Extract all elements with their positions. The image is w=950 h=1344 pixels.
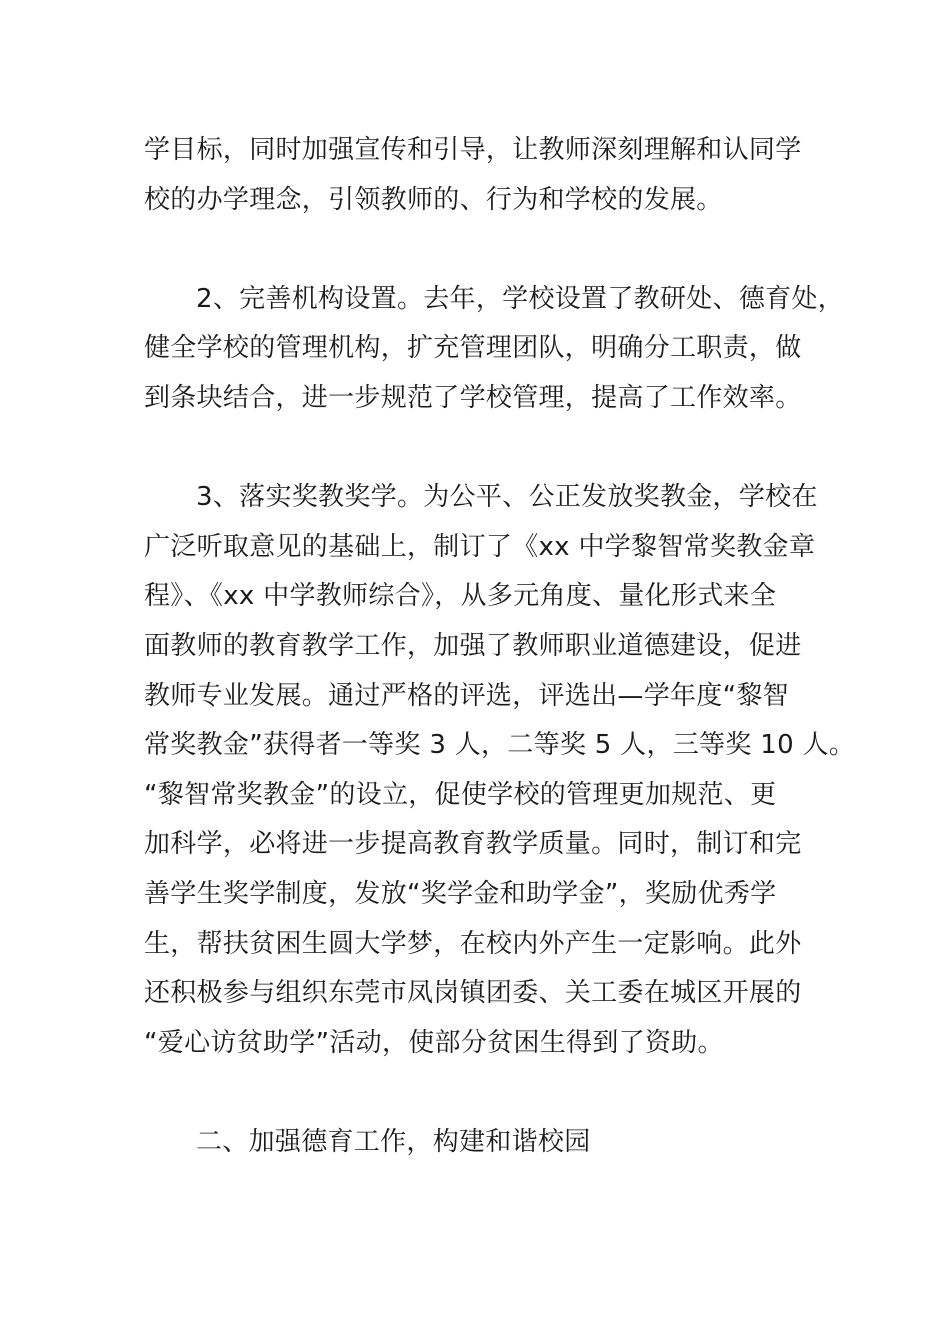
text-line: 面教师的教育教学工作，加强了教师职业道德建设，促进: [144, 630, 802, 661]
text-line: 教师专业发展。通过严格的评选，评选出—学年度“黎智: [144, 680, 789, 711]
text-line: 生，帮扶贫困生圆大学梦，在校内外产生一定影响。此外: [144, 928, 802, 959]
text-line: 到条块结合，进一步规范了学校管理，提高了工作效率。: [144, 382, 802, 413]
text-line: 2、完善机构设置。去年，学校设置了教研处、德育处，: [196, 283, 845, 314]
text-line: 校的办学理念，引领教师的、行为和学校的发展。: [144, 184, 723, 215]
text-line: “爱心访贫助学”活动，使部分贫困生得到了资助。: [144, 1027, 724, 1058]
paragraph-item-3: [144, 473, 856, 1068]
text-line: 学目标，同时加强宣传和引导，让教师深刻理解和认同学: [144, 135, 802, 165]
text-line: 善学生奖学制度，发放“奖学金和助学金”，奖励优秀学: [144, 878, 777, 909]
paragraph-spacer: [144, 424, 834, 474]
paragraph-item-2: [144, 275, 845, 424]
text-line: “黎智常奖教金”的设立，促使学校的管理更加规范、更: [144, 779, 777, 810]
paragraph-spacer: [144, 225, 834, 275]
text-line: 程》、《xx 中学教师综合》，从多元角度、量化形式来全: [144, 581, 777, 612]
paragraph-spacer: [144, 1068, 834, 1118]
paragraph-continuation: [144, 126, 834, 225]
text-line: 3、落实奖教奖学。为公平、公正发放奖教金，学校在: [196, 482, 818, 513]
section-heading: [144, 1118, 834, 1168]
text-line: 还积极参与组织东莞市凤岗镇团委、关工委在城区开展的: [144, 978, 802, 1009]
text-line: 常奖教金”获得者一等奖 3 人，二等奖 5 人，三等奖 10 人。: [144, 730, 856, 761]
text-line: 广泛听取意见的基础上，制订了《xx 中学黎智常奖教金章: [144, 531, 816, 562]
document-body: [144, 126, 856, 1167]
heading-text: 二、加强德育工作，构建和谐校园: [196, 1126, 591, 1157]
text-line: 加科学，必将进一步提高教育教学质量。同时，制订和完: [144, 829, 802, 860]
text-line: 健全学校的管理机构，扩充管理团队，明确分工职责，做: [144, 333, 802, 364]
